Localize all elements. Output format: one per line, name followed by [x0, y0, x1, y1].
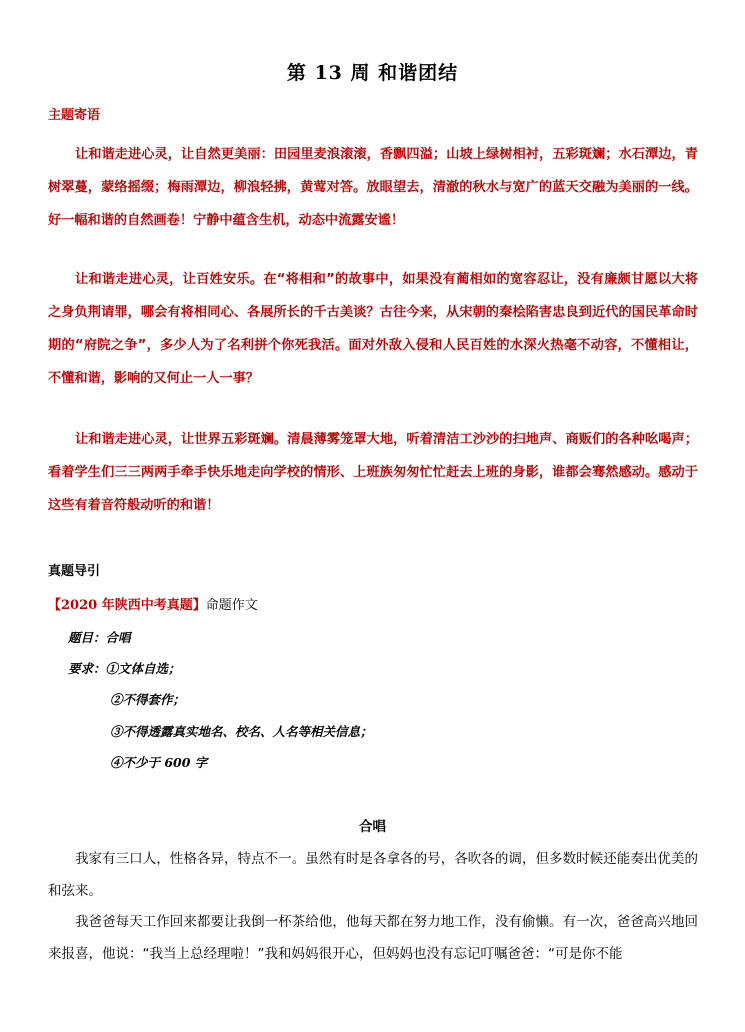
- exam-source: 【2020 年陕西中考真题】: [48, 598, 206, 613]
- exam-source-line: [48, 594, 258, 613]
- essay-paragraph-1: 我家有三口人，性格各异，特点不一。虽然有时是各拿各的号，各吹各的调，但多数时候还能奏出优美的和弦来。: [48, 851, 698, 899]
- essay-paragraph-2: 我爸爸每天工作回来都要让我倒一杯茶给他，他每天都在努力地工作，没有偷懒。有一次，爸爸高兴地回来报喜，他说：“我当上总经理啦！”我和妈妈很开心，但妈妈也没有忘记叮嘱爸爸：“可是你不能: [48, 914, 698, 962]
- requirement-1: 要求：①文体自选；: [68, 661, 181, 676]
- requirement-3: ③不得透露真实地名、校名、人名等相关信息；: [110, 724, 373, 739]
- theme-paragraph-3: 让和谐走进心灵，让世界五彩斑斓。清晨薄雾笼罩大地，听着清洁工沙沙的扫地声、商贩们的各种吆喝声；看着学生们三三两两手牵手快乐地走向学校的情形、上班族匆匆忙忙赶去上班的身影，谁都会骞然感动。感动于这些有着音符般动听的和谐！: [48, 432, 698, 513]
- theme-heading: 主题寄语: [48, 108, 101, 123]
- theme-paragraph-2: 让和谐走进心灵，让百姓安乐。在“将相和”的故事中，如果没有蔺相如的宽容忍让，没有廉颇甘愿以大将之身负荆请罪，哪会有将相同心、各展所长的千古美谈？古往今来，从宋朝的秦桧陷害忠良到近代的国民革命时期的“府院之争”，多少人为了名利拼个你死我活。面对外敌入侵和人民百姓的水深火热毫不动容，不懂相让，不懂和谐，影响的又何止一人一事？: [48, 272, 698, 386]
- requirement-4: ④不少于 600 字: [110, 755, 208, 770]
- exam-type: 命题作文: [205, 598, 258, 613]
- theme-paragraph-1: 让和谐走进心灵，让自然更美丽：田园里麦浪滚滚，香飘四溢；山坡上绿树相衬，五彩斑斓；水石潭边，青树翠蔓，蒙络摇缀；梅雨潭边，柳浪轻拂，黄莺对答。放眼望去，清澈的秋水与宽广的蓝天交融为美丽的一线。好一幅和谐的自然画卷！宁静中蕴含生机，动态中流露安谧！: [48, 147, 698, 228]
- requirement-2: ②不得套作；: [110, 692, 186, 707]
- essay-title: 合唱: [359, 819, 386, 835]
- guide-heading: 真题导引: [48, 564, 101, 579]
- topic-line: 题目：合唱: [68, 630, 131, 645]
- page-title: 第 13 周 和谐团结: [286, 62, 459, 84]
